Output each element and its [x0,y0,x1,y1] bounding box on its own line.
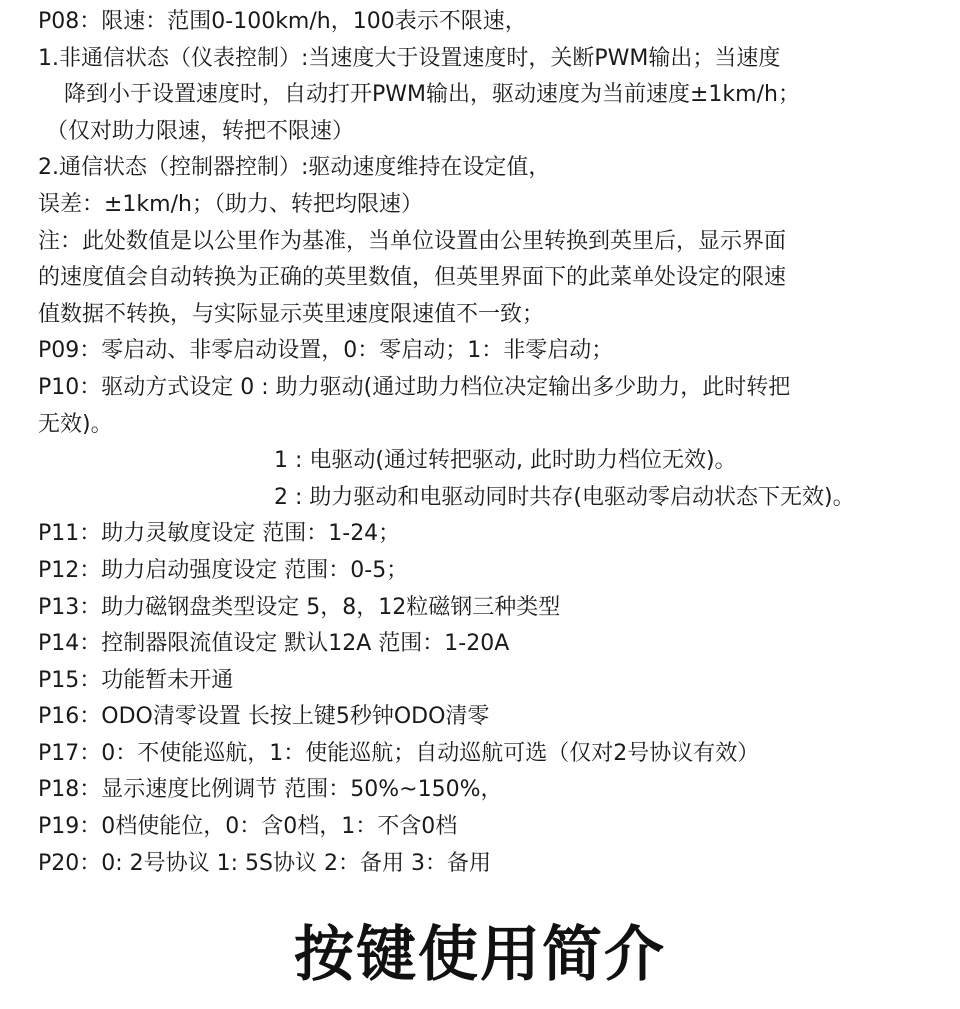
parameter-document [38,4,953,882]
p17-line: P17：0：不使能巡航，1：使能巡航；自动巡航可选（仅对2号协议有效） [38,740,760,766]
p14-line: P14：控制器限流值设定 默认12A 范围：1-20A [38,631,510,657]
p18-line: P18：显示速度比例调节 范围：50%~150%， [38,777,503,803]
p08-note-line-3: 值数据不转换，与实际显示英里速度限速值不一致； [38,301,545,327]
p12-line: P12：助力启动强度设定 范围：0-5； [38,557,409,583]
p08-non-comm-line-1: 1.非通信状态（仪表控制）:当速度大于设置速度时，关断PWM输出；当速度 [38,45,781,71]
p08-note-line-2: 的速度值会自动转换为正确的英里数值，但英里界面下的此菜单处设定的限速 [38,265,787,291]
p08-note-line-1: 注：此处数值是以公里作为基准，当单位设置由公里转换到英里后，显示界面 [38,228,787,254]
p16-line: P16：ODO清零设置 长按上键5秒钟ODO清零 [38,704,490,730]
p13-line: P13：助力磁钢盘类型设定 5，8，12粒磁钢三种类型 [38,594,561,620]
p20-line: P20：0: 2号协议 1: 5S协议 2：备用 3：备用 [38,850,491,876]
p19-line: P19：0档使能位，0：含0档，1：不含0档 [38,814,458,840]
p10-line-1: P10：驱动方式设定 0 : 助力驱动(通过助力档位决定输出多少助力，此时转把 [38,374,791,400]
p10-option-2: 2 : 助力驱动和电驱动同时共存(电驱动零启动状态下无效)。 [274,484,855,510]
p08-error-line: 误差：±1km/h；（助力、转把均限速） [38,191,423,217]
p15-line: P15：功能暂未开通 [38,667,234,693]
p10-option-1: 1 : 电驱动(通过转把驱动, 此时助力档位无效)。 [274,448,737,474]
p10-line-2: 无效)。 [38,411,113,437]
p09-line: P09：零启动、非零启动设置，0：零启动；1：非零启动； [38,338,614,364]
p08-non-comm-note: （仅对助力限速，转把不限速） [46,118,355,144]
p08-line: P08：限速：范围0-100km/h，100表示不限速， [38,9,527,34]
p11-line: P11：助力灵敏度设定 范围：1-24； [38,521,401,547]
p08-comm-line: 2.通信状态（控制器控制）:驱动速度维持在设定值， [38,155,551,181]
p08-non-comm-line-2: 降到小于设置速度时，自动打开PWM输出，驱动速度为当前速度±1km/h； [64,82,800,108]
section-title: 按键使用简介 [294,920,666,990]
